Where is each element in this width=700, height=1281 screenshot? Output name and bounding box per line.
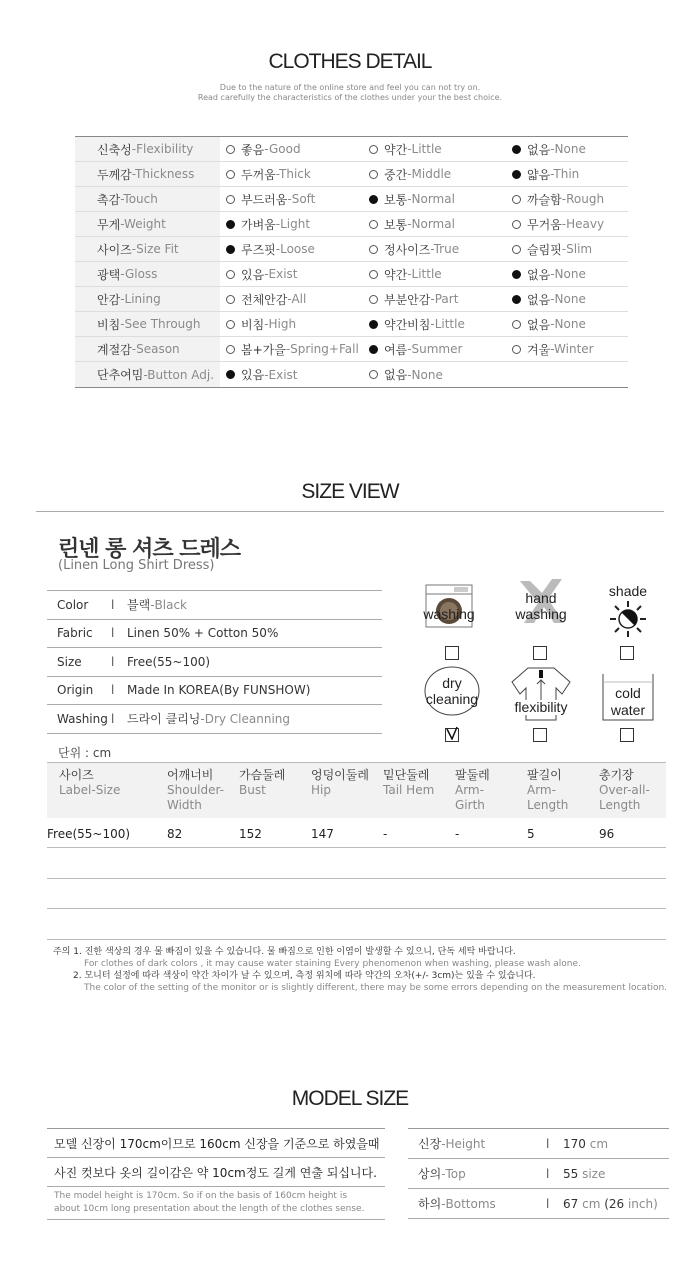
detail-option-ko: 없음 bbox=[527, 317, 551, 332]
radio-empty-icon bbox=[369, 170, 378, 179]
model-size-number: 170 bbox=[563, 1136, 586, 1151]
radio-empty-icon bbox=[512, 195, 521, 204]
size-column-en-1: Shoulder- bbox=[167, 783, 224, 797]
size-column-header bbox=[383, 768, 434, 798]
detail-option-en: -Middle bbox=[407, 167, 452, 181]
model-size-key-en: -Top bbox=[441, 1167, 466, 1181]
size-column-ko: 사이즈 bbox=[59, 768, 94, 782]
size-column-en-1: Label-Size bbox=[59, 783, 121, 797]
model-note-table bbox=[47, 1128, 385, 1220]
detail-option-en: -Exist bbox=[264, 267, 298, 281]
detail-row bbox=[75, 237, 628, 262]
model-size-value bbox=[563, 1137, 608, 1151]
model-size-table bbox=[408, 1128, 669, 1219]
detail-option-ko: 없음 bbox=[527, 142, 551, 157]
detail-row bbox=[75, 137, 628, 162]
info-key: Fabric bbox=[57, 626, 93, 641]
size-table-cell: 5 bbox=[527, 827, 535, 841]
size-column-ko: 어깨너비 bbox=[167, 768, 214, 782]
detail-option bbox=[363, 291, 506, 308]
model-note-1: 모델 신장이 170cm이므로 160cm 신장을 기준으로 하였을때 bbox=[47, 1129, 385, 1158]
detail-label bbox=[75, 262, 220, 286]
detail-label-en: -Size Fit bbox=[131, 242, 179, 256]
info-key: Size bbox=[57, 654, 82, 669]
model-note-en-1: The model height is 170cm. So if on the basis of 160cm height is bbox=[54, 1191, 348, 1201]
detail-option-ko: 약간비침 bbox=[384, 317, 431, 332]
detail-option bbox=[363, 366, 483, 383]
detail-label-en: -Thickness bbox=[131, 167, 195, 181]
detail-option-en: -None bbox=[407, 367, 443, 382]
dry-cleaning-label-1: dry bbox=[442, 675, 462, 691]
model-size-separator: l bbox=[546, 1166, 550, 1181]
detail-option-ko: 좋음 bbox=[241, 142, 265, 157]
size-column-ko: 밑단둘레 bbox=[383, 768, 430, 782]
radio-filled-icon bbox=[512, 170, 521, 179]
radio-filled-icon bbox=[226, 370, 235, 379]
info-value-ko: 드라이 클리닝 bbox=[127, 712, 201, 727]
detail-option-en: -Little bbox=[407, 267, 442, 281]
info-key: Washing bbox=[57, 711, 108, 726]
detail-option-en: -Rough bbox=[561, 192, 605, 206]
detail-option-en: -Thin bbox=[550, 167, 580, 181]
detail-label bbox=[75, 337, 220, 361]
model-size-key bbox=[408, 1135, 546, 1152]
model-size-key-ko: 상의 bbox=[418, 1167, 442, 1181]
info-value-ko: 블랙 bbox=[127, 598, 151, 613]
detail-option-en: -None bbox=[550, 267, 586, 281]
detail-option bbox=[363, 166, 506, 183]
info-value-ko: Made In KOREA(By FUNSHOW) bbox=[127, 683, 311, 698]
model-note-en-2: about 10cm long presentation about the length of the clothes sense. bbox=[54, 1204, 365, 1214]
info-key: Origin bbox=[57, 683, 94, 698]
size-column-ko: 가슴둘레 bbox=[239, 768, 286, 782]
model-note-2: 사진 컷보다 옷의 길이감은 약 10cm정도 길게 연출 되십니다. bbox=[47, 1158, 385, 1187]
detail-option-en: -Loose bbox=[275, 242, 315, 256]
model-size-separator: l bbox=[546, 1136, 550, 1151]
washing-checkbox[interactable] bbox=[445, 646, 459, 660]
detail-option-en: -All bbox=[287, 292, 307, 306]
radio-filled-icon bbox=[226, 245, 235, 254]
radio-empty-icon bbox=[226, 320, 235, 329]
size-column-header bbox=[239, 768, 285, 798]
detail-option-ko: 부드러움 bbox=[241, 192, 288, 207]
info-separator: l bbox=[111, 597, 115, 612]
detail-label bbox=[75, 162, 220, 186]
detail-option-en: -Spring+Fall bbox=[285, 342, 359, 356]
info-row bbox=[47, 648, 382, 677]
detail-option-ko: 중간 bbox=[384, 167, 408, 182]
size-table-row bbox=[47, 818, 666, 848]
hand-washing-label-1: hand bbox=[525, 590, 557, 606]
radio-empty-icon bbox=[226, 170, 235, 179]
detail-option-ko: 없음 bbox=[384, 368, 408, 382]
size-column-ko: 팔둘레 bbox=[455, 768, 490, 782]
info-value-en: -Black bbox=[150, 598, 187, 613]
detail-option-ko: 두꺼움 bbox=[241, 167, 276, 182]
detail-option bbox=[506, 341, 626, 358]
note-2: 2. 모니터 설정에 따라 색상이 약간 차이가 날 수 있으며, 측정 위치에 따라 약간의 오차(+/- 3cm)는 있을 수 있습니다. bbox=[73, 971, 536, 981]
size-table-cell: 152 bbox=[239, 827, 262, 841]
detail-option bbox=[220, 191, 363, 208]
detail-option-en: -Normal bbox=[407, 217, 455, 231]
detail-option-en: -True bbox=[430, 242, 460, 256]
detail-option-en: -None bbox=[550, 292, 586, 306]
detail-option-en: -None bbox=[550, 317, 586, 331]
model-size-row bbox=[408, 1159, 669, 1189]
radio-empty-icon bbox=[226, 195, 235, 204]
product-name-en: (Linen Long Shirt Dress) bbox=[58, 558, 215, 573]
detail-option-ko: 슬림핏 bbox=[527, 242, 562, 257]
detail-label-ko: 신축성 bbox=[97, 142, 132, 157]
detail-label-ko: 안감 bbox=[97, 292, 121, 307]
size-table-cell: - bbox=[455, 827, 460, 841]
detail-option-ko: 얇음 bbox=[527, 167, 551, 182]
size-column-ko: 총기장 bbox=[599, 768, 634, 782]
detail-option bbox=[220, 141, 363, 158]
detail-option-en: -Heavy bbox=[561, 217, 605, 231]
hand-washing-label-2: washing bbox=[515, 606, 567, 622]
detail-option-en: -Little bbox=[430, 317, 465, 331]
model-size-extra-unit: inch) bbox=[624, 1196, 658, 1211]
detail-option bbox=[506, 291, 626, 308]
detail-option bbox=[363, 216, 506, 233]
size-column-en-1: Hip bbox=[311, 783, 331, 797]
detail-row bbox=[75, 362, 628, 387]
clothes-detail-table bbox=[75, 136, 628, 388]
radio-empty-icon bbox=[369, 245, 378, 254]
radio-filled-icon bbox=[369, 345, 378, 354]
model-size-row bbox=[408, 1189, 669, 1219]
detail-option-en: -Part bbox=[430, 292, 459, 306]
detail-label-ko: 계절감 bbox=[97, 342, 132, 357]
detail-option-ko: 비침 bbox=[241, 317, 265, 332]
clothes-detail-title: CLOTHES DETAIL bbox=[268, 50, 432, 73]
info-value-en: -Dry Cleanning bbox=[200, 712, 291, 727]
model-size-key-en: -Bottoms bbox=[441, 1197, 496, 1211]
note-2-en: The color of the setting of the monitor or is slightly different, there may be some errors depending on the measurement location. bbox=[84, 983, 668, 993]
radio-empty-icon bbox=[226, 295, 235, 304]
size-column-en-2: Width bbox=[167, 798, 202, 812]
detail-label-en: -Touch bbox=[120, 192, 158, 206]
detail-option-en: -Thick bbox=[275, 167, 311, 181]
info-value bbox=[127, 626, 278, 640]
cold-water-label-2: water bbox=[610, 702, 646, 718]
shade-checkbox[interactable] bbox=[620, 646, 634, 660]
flexibility-label: flexibility bbox=[508, 700, 574, 715]
radio-empty-icon bbox=[512, 320, 521, 329]
detail-option-ko: 까슬함 bbox=[527, 192, 562, 207]
detail-option-ko: 없음 bbox=[527, 292, 551, 307]
size-column-ko: 엉덩이둘레 bbox=[311, 768, 369, 782]
detail-option-ko: 무거움 bbox=[527, 217, 562, 232]
detail-option-en: -Normal bbox=[407, 192, 455, 206]
detail-option bbox=[220, 216, 363, 233]
detail-option-en: -Summer bbox=[407, 342, 463, 356]
detail-option-ko: 봄+가을 bbox=[241, 342, 286, 357]
detail-option bbox=[363, 241, 506, 258]
detail-option-en: -Good bbox=[264, 142, 301, 156]
detail-option-en: -High bbox=[264, 317, 297, 331]
size-column-header bbox=[167, 768, 224, 813]
info-value bbox=[127, 655, 210, 669]
radio-filled-icon bbox=[512, 145, 521, 154]
hand-washing-checkbox[interactable] bbox=[533, 646, 547, 660]
model-size-unit: cm bbox=[578, 1196, 605, 1211]
model-size-key bbox=[408, 1195, 546, 1212]
detail-label-ko: 사이즈 bbox=[97, 242, 132, 257]
info-row bbox=[47, 591, 382, 620]
model-size-key bbox=[408, 1165, 546, 1182]
radio-filled-icon bbox=[369, 195, 378, 204]
detail-label-ko: 비침 bbox=[97, 317, 121, 332]
detail-label-ko: 무게 bbox=[97, 217, 121, 232]
size-table-cell: 147 bbox=[311, 827, 334, 841]
detail-option bbox=[363, 266, 506, 283]
radio-empty-icon bbox=[512, 245, 521, 254]
size-table-cell: Free(55~100) bbox=[47, 827, 131, 841]
dry-cleaning-label-2: cleaning bbox=[425, 691, 479, 707]
info-row bbox=[47, 705, 382, 734]
size-table-row bbox=[47, 849, 666, 879]
detail-option-en: -Light bbox=[275, 217, 311, 231]
size-view-title: SIZE VIEW bbox=[301, 480, 399, 503]
detail-option-ko: 있음 bbox=[241, 267, 265, 282]
radio-empty-icon bbox=[369, 270, 378, 279]
model-size-value bbox=[563, 1167, 605, 1181]
model-note-en bbox=[47, 1187, 385, 1220]
detail-option-en: -Little bbox=[407, 142, 442, 156]
info-value-ko: Linen 50% + Cotton 50% bbox=[127, 626, 279, 641]
size-table-row bbox=[47, 879, 666, 909]
size-table-cell: 96 bbox=[599, 827, 615, 841]
size-column-header bbox=[311, 768, 369, 798]
detail-option-en: -None bbox=[550, 142, 586, 156]
detail-row bbox=[75, 212, 628, 237]
model-size-value bbox=[563, 1197, 658, 1211]
note-1-en: For clothes of dark colors , it may cause water staining Every phenomenon when washing, please wash alone. bbox=[84, 959, 581, 969]
model-size-unit: cm bbox=[585, 1136, 609, 1151]
size-column-en-2: Girth bbox=[455, 798, 485, 812]
detail-option-ko: 정사이즈 bbox=[384, 242, 431, 257]
detail-option bbox=[363, 341, 506, 358]
model-size-extra: (26 bbox=[604, 1196, 625, 1211]
model-size-key-en: -Height bbox=[441, 1137, 486, 1151]
detail-option-ko: 약간 bbox=[384, 142, 408, 157]
radio-empty-icon bbox=[226, 345, 235, 354]
detail-option bbox=[363, 191, 506, 208]
detail-label-ko: 단추여밈 bbox=[97, 368, 144, 382]
radio-filled-icon bbox=[369, 320, 378, 329]
cold-water-label-1: cold bbox=[615, 685, 641, 701]
radio-empty-icon bbox=[226, 270, 235, 279]
detail-option-ko: 전체안감 bbox=[241, 292, 288, 307]
detail-option bbox=[363, 141, 506, 158]
product-name: 린넨 롱 셔츠 드레스 bbox=[58, 537, 240, 562]
detail-option bbox=[506, 316, 626, 333]
size-column-en-2: Length bbox=[527, 798, 569, 812]
detail-option bbox=[220, 266, 363, 283]
detail-label-ko: 광택 bbox=[97, 267, 121, 282]
info-separator: l bbox=[111, 711, 115, 726]
detail-label bbox=[75, 212, 220, 236]
detail-option-ko: 여름 bbox=[384, 342, 408, 357]
detail-row bbox=[75, 162, 628, 187]
size-column-header bbox=[455, 768, 490, 813]
detail-option-ko: 보통 bbox=[384, 192, 408, 207]
model-size-number: 67 bbox=[563, 1196, 579, 1211]
size-column-en-1: Bust bbox=[239, 783, 266, 797]
detail-option bbox=[506, 166, 626, 183]
radio-filled-icon bbox=[226, 220, 235, 229]
radio-empty-icon bbox=[369, 370, 378, 379]
detail-label-en: -Button Adj. bbox=[143, 367, 215, 382]
model-size-number: 55 bbox=[563, 1166, 579, 1181]
model-size-separator: l bbox=[546, 1196, 550, 1211]
info-separator: l bbox=[111, 626, 115, 641]
washing-label: washing bbox=[423, 606, 475, 622]
clothes-detail-subtitle-1: Due to the nature of the online store and feel you can not try on. bbox=[219, 83, 481, 92]
radio-empty-icon bbox=[369, 145, 378, 154]
info-row bbox=[47, 677, 382, 706]
note-1: 주의 1. 진한 색상의 경우 물 빠짐이 있을 수 있습니다. 물 빠짐으로 인한 이염이 발생할 수 있으니, 단독 세탁 바랍니다. bbox=[53, 947, 516, 957]
detail-option-en: -Winter bbox=[550, 342, 594, 356]
detail-option bbox=[220, 291, 363, 308]
info-value-ko: Free(55~100) bbox=[127, 654, 211, 669]
shade-label: shade bbox=[608, 583, 648, 599]
unit-label: 단위 : cm bbox=[58, 746, 112, 760]
detail-label-ko: 촉감 bbox=[97, 192, 121, 207]
size-table-header bbox=[47, 762, 666, 818]
size-column-en-1: Arm- bbox=[455, 783, 484, 797]
detail-label-en: -See Through bbox=[120, 317, 201, 331]
detail-label bbox=[75, 362, 220, 387]
size-table-cell: - bbox=[383, 827, 388, 841]
detail-row bbox=[75, 262, 628, 287]
detail-option bbox=[220, 166, 363, 183]
product-info-table bbox=[47, 590, 382, 734]
info-value bbox=[127, 683, 310, 697]
detail-row bbox=[75, 187, 628, 212]
size-column-en-2: Length bbox=[599, 798, 641, 812]
radio-filled-icon bbox=[512, 270, 521, 279]
size-column-en-1: Tail Hem bbox=[383, 783, 435, 797]
detail-option-ko: 가벼움 bbox=[241, 217, 276, 232]
detail-option-ko: 없음 bbox=[527, 267, 551, 282]
detail-option-ko: 약간 bbox=[384, 267, 408, 282]
detail-option-ko: 있음 bbox=[241, 368, 265, 382]
notes bbox=[53, 946, 667, 994]
detail-row bbox=[75, 312, 628, 337]
detail-option-en: -Exist bbox=[264, 367, 298, 382]
detail-option-ko: 보통 bbox=[384, 217, 408, 232]
model-size-title: MODEL SIZE bbox=[291, 1087, 409, 1110]
radio-empty-icon bbox=[226, 145, 235, 154]
size-column-en-1: Arm- bbox=[527, 783, 556, 797]
size-column-header bbox=[59, 768, 120, 798]
detail-label bbox=[75, 137, 220, 161]
size-column-header bbox=[599, 768, 650, 813]
model-size-key-ko: 하의 bbox=[418, 1197, 442, 1211]
model-size-unit: size bbox=[578, 1166, 606, 1181]
detail-option bbox=[363, 316, 506, 333]
detail-label bbox=[75, 237, 220, 261]
radio-empty-icon bbox=[369, 220, 378, 229]
detail-label-en: -Season bbox=[131, 342, 180, 356]
detail-label bbox=[75, 312, 220, 336]
detail-option bbox=[220, 366, 363, 383]
detail-option-en: -Soft bbox=[287, 192, 316, 206]
flexibility-checkbox[interactable] bbox=[533, 728, 547, 742]
cold-water-checkbox[interactable] bbox=[620, 728, 634, 742]
detail-option-ko: 부분안감 bbox=[384, 292, 431, 307]
radio-filled-icon bbox=[512, 295, 521, 304]
info-row bbox=[47, 620, 382, 649]
sun-shade-icon bbox=[609, 600, 647, 638]
clothes-detail-subtitle-2: Read carefully the characteristics of the clothes under your the best choice. bbox=[197, 93, 503, 102]
detail-option bbox=[220, 341, 363, 358]
detail-label bbox=[75, 287, 220, 311]
detail-option bbox=[506, 141, 626, 158]
info-separator: l bbox=[111, 683, 115, 698]
model-size-row bbox=[408, 1129, 669, 1159]
radio-empty-icon bbox=[369, 295, 378, 304]
detail-row bbox=[75, 337, 628, 362]
radio-empty-icon bbox=[512, 220, 521, 229]
detail-label-en: -Flexibility bbox=[131, 142, 194, 156]
detail-label-en: -Gloss bbox=[120, 267, 158, 281]
detail-label-en: -Weight bbox=[120, 217, 166, 231]
size-column-ko: 팔길이 bbox=[527, 768, 562, 782]
info-separator: l bbox=[111, 654, 115, 669]
model-size-key-ko: 신장 bbox=[418, 1137, 442, 1151]
detail-option bbox=[506, 216, 626, 233]
size-column-en-1: Over-all- bbox=[599, 783, 650, 797]
info-value bbox=[127, 710, 290, 727]
detail-option-ko: 겨울 bbox=[527, 342, 551, 357]
detail-label-en: -Lining bbox=[120, 292, 161, 306]
detail-option bbox=[220, 241, 363, 258]
size-view-divider bbox=[36, 511, 664, 512]
detail-option-ko: 루즈핏 bbox=[241, 242, 276, 257]
detail-option bbox=[506, 266, 626, 283]
dry-cleaning-checkbox[interactable] bbox=[445, 728, 459, 742]
check-mark-icon bbox=[445, 726, 459, 740]
size-column-header bbox=[527, 768, 568, 813]
detail-row bbox=[75, 287, 628, 312]
detail-option bbox=[506, 191, 626, 208]
detail-label-ko: 두께감 bbox=[97, 167, 132, 182]
detail-label bbox=[75, 187, 220, 211]
info-value bbox=[127, 596, 187, 613]
info-key: Color bbox=[57, 597, 89, 612]
detail-option bbox=[506, 241, 626, 258]
size-table-cell: 82 bbox=[167, 827, 183, 841]
detail-option-en: -Slim bbox=[561, 242, 593, 256]
radio-empty-icon bbox=[512, 345, 521, 354]
size-table-row bbox=[47, 910, 666, 940]
detail-option bbox=[220, 316, 363, 333]
